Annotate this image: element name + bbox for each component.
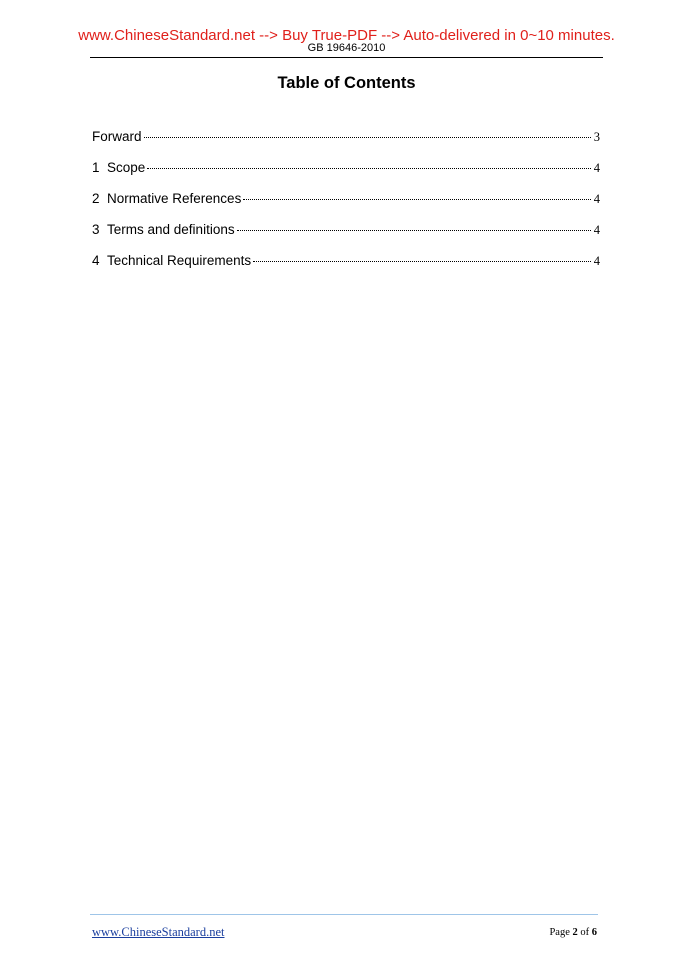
toc-entry-number: 3 [92, 222, 108, 237]
toc-entry-page: 3 [593, 130, 600, 144]
footer-divider [90, 914, 598, 915]
page-of: of [580, 927, 590, 938]
toc-entry-number: 4 [92, 253, 108, 268]
page-indicator [549, 927, 597, 938]
toc-entry-number: 2 [92, 191, 108, 206]
toc-entry-forward[interactable] [92, 129, 600, 160]
promo-banner-link[interactable]: www.ChineseStandard.net --> Buy True-PDF --> Auto-delivered in 0~10 minutes. [78, 27, 615, 44]
toc-entry-label: Terms and definitions [107, 222, 235, 237]
toc-entry-label: Forward [92, 129, 142, 144]
toc-entry-page: 4 [593, 192, 600, 206]
page-prefix: Page [549, 927, 570, 938]
toc-leader-dots [144, 137, 591, 138]
footer-site-link[interactable]: www.ChineseStandard.net [92, 925, 225, 939]
toc-entry-technical-requirements[interactable] [92, 253, 600, 284]
toc-leader-dots [243, 199, 590, 200]
toc-entry-page: 4 [593, 161, 600, 175]
toc-leader-dots [237, 230, 591, 231]
toc-entry-page: 4 [593, 223, 600, 237]
page-total: 6 [591, 927, 597, 938]
page-current: 2 [572, 927, 578, 938]
toc-entry-label: Scope [107, 160, 146, 175]
toc-entry-terms-and-definitions[interactable] [92, 222, 600, 253]
toc-entry-number: 1 [92, 160, 108, 175]
header-divider [90, 57, 603, 58]
toc-entry-label: Normative References [107, 191, 242, 206]
toc-leader-dots [147, 168, 590, 169]
table-of-contents [92, 129, 600, 284]
toc-entry-page: 4 [593, 254, 600, 268]
toc-leader-dots [253, 261, 591, 262]
toc-entry-scope[interactable] [92, 160, 600, 191]
toc-entry-label: Technical Requirements [107, 253, 252, 268]
standard-number: GB 19646-2010 [307, 42, 386, 54]
toc-entry-normative-references[interactable] [92, 191, 600, 222]
toc-title: Table of Contents [277, 74, 416, 92]
